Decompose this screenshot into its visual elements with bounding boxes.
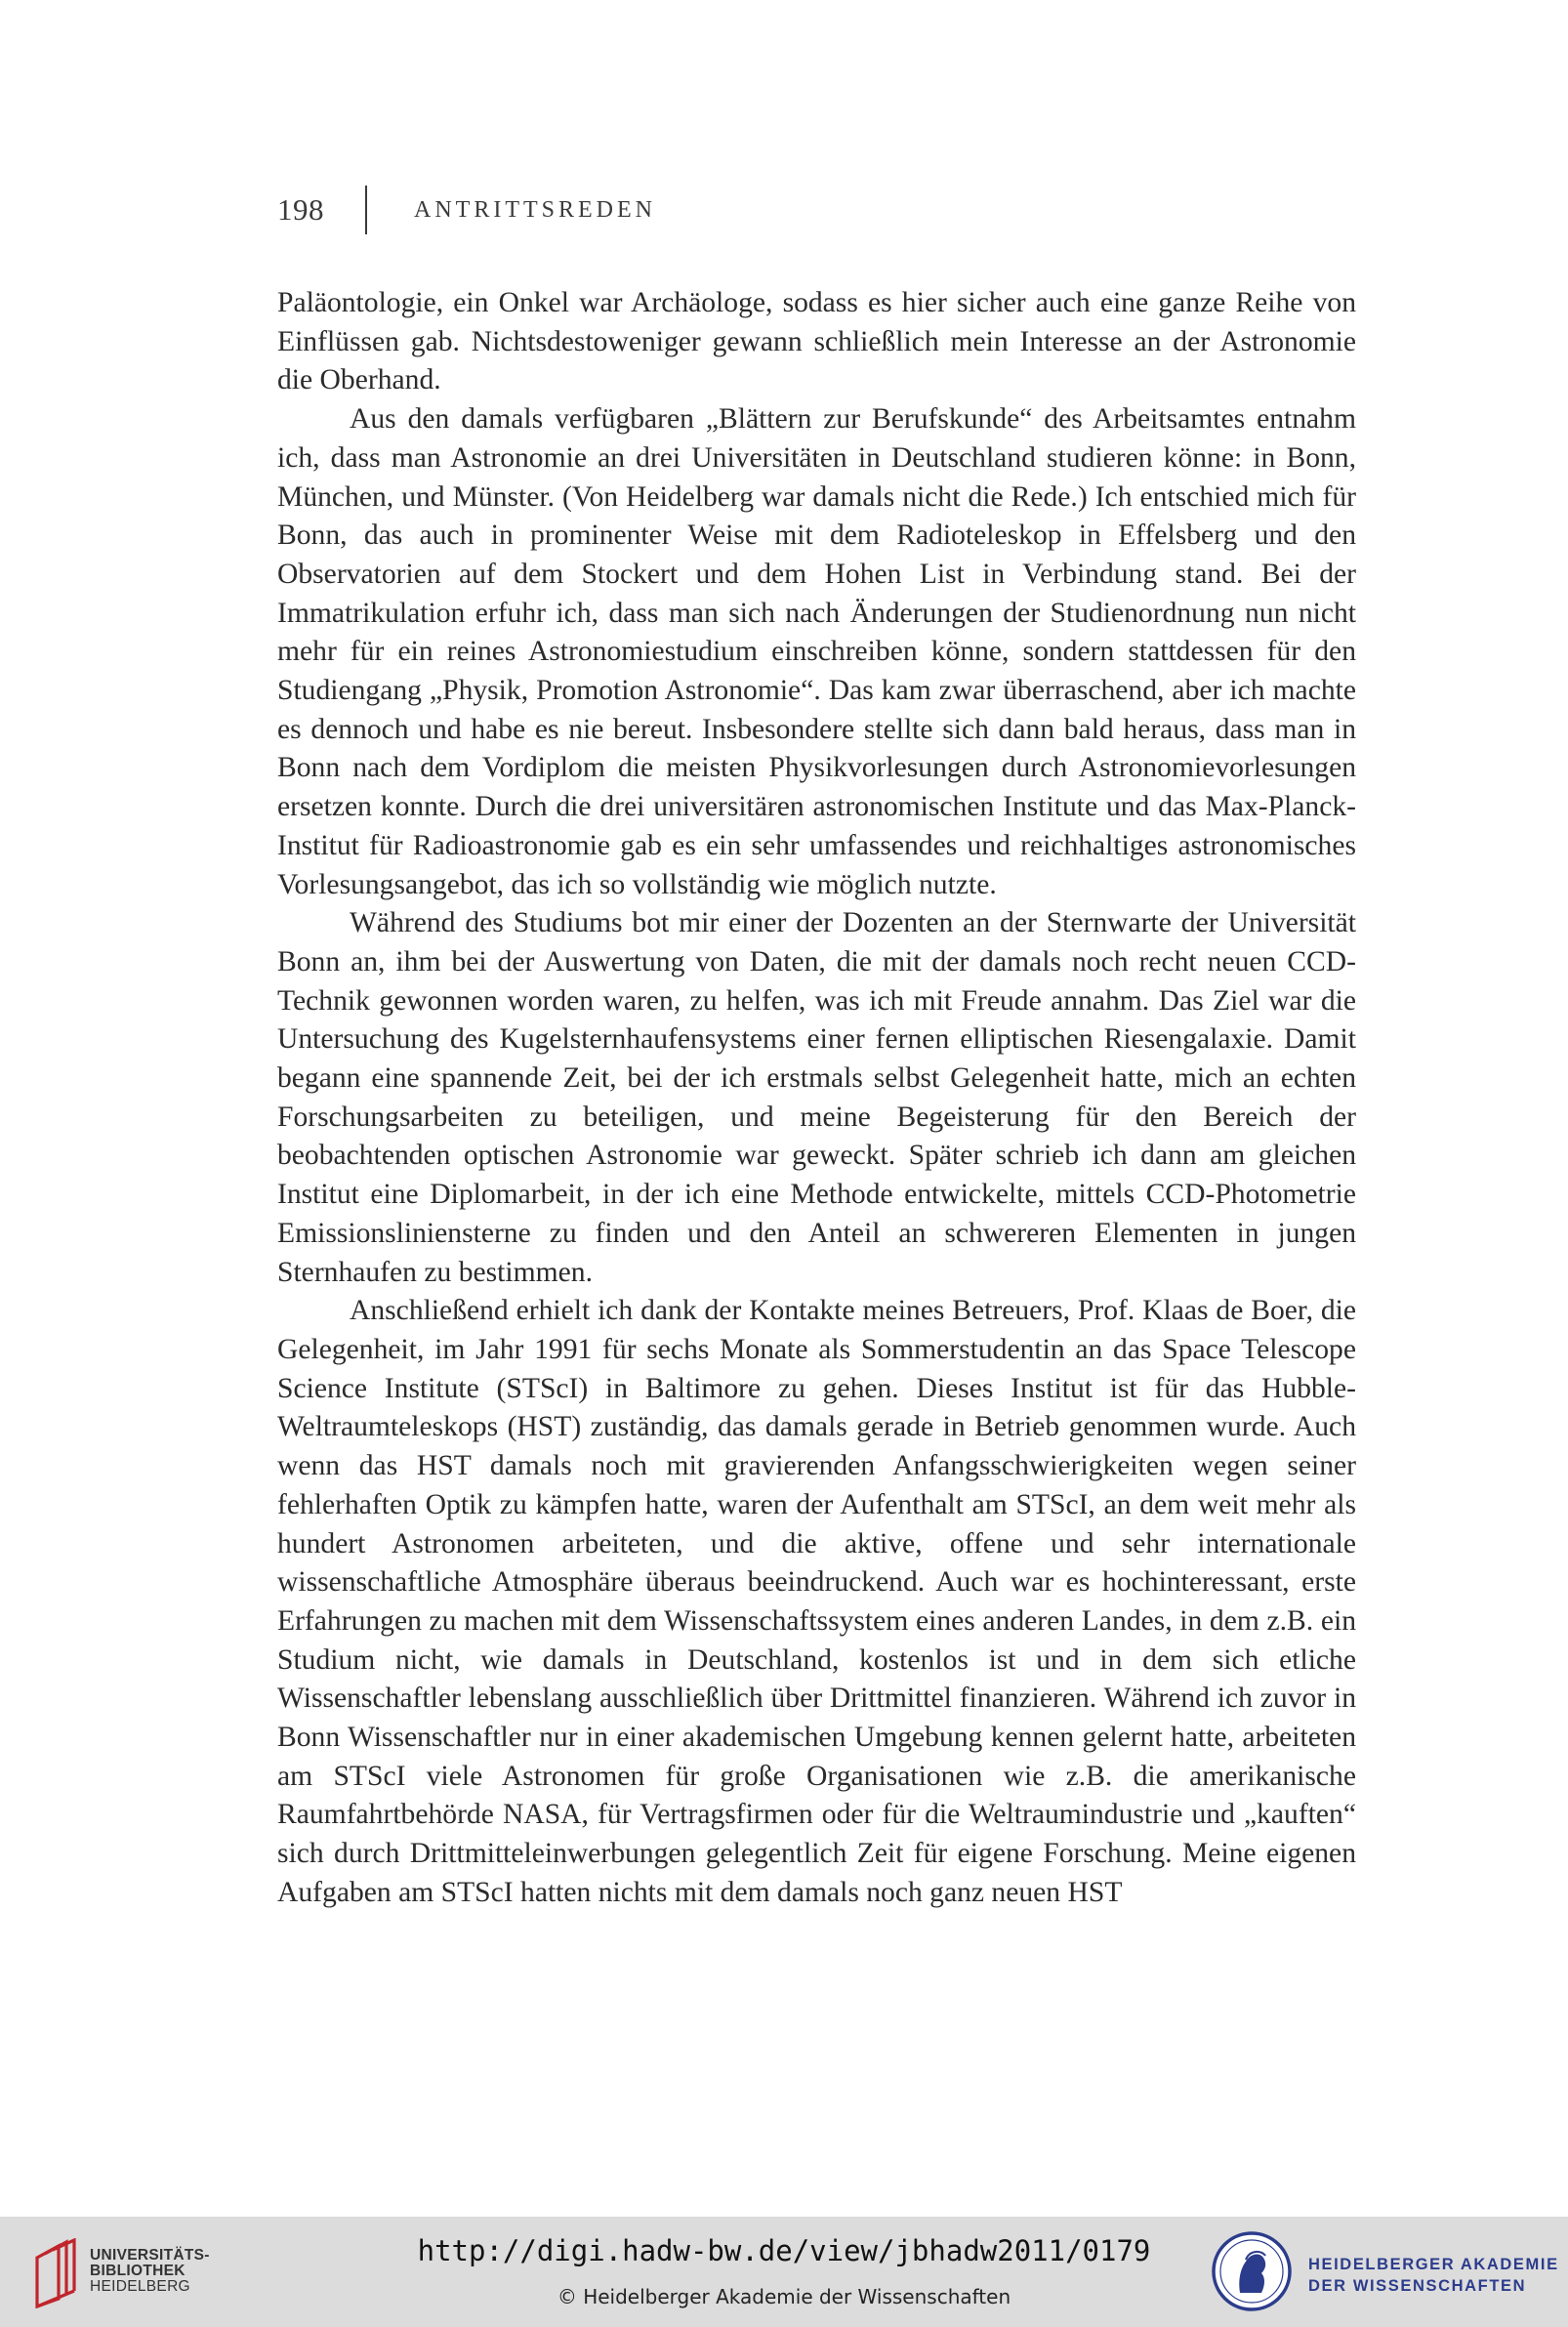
paragraph-1: Paläontologie, ein Onkel war Archäologe, sodass es hier sicher auch eine ganze Reihe von Einflüssen gab. Nichtsdestoweniger gewann schließlich mein Interesse an der Astronomie die Oberhand. xyxy=(277,287,1356,396)
university-library-name: UNIVERSITÄTS- BIBLIOTHEK HEIDELBERG xyxy=(90,2247,210,2295)
running-title: ANTRITTSREDEN xyxy=(414,196,656,223)
paragraph-3: Während des Studiums bot mir einer der Dozenten an der Sternwarte der Universität Bonn an, ihm bei der Auswertung von Daten, die mit der damals noch recht neuen CCD-Technik gewonnen worden waren, zu helfen, was ich mit Freude annahm. Das Ziel war die Untersuchung des Kugelsternhaufensystems einer fernen elliptischen Riesengalaxie. Damit begann eine spannende Zeit, bei der ich erstmals selbst Gelegenheit hatte, mich an echten Forschungsarbeiten zu beteiligen, und meine Begeisterung für den Bereich der beobachtenden optischen Astronomie war geweckt. Später schrieb ich dann am gleichen Institut eine Diplomarbeit, in der ich eine Methode entwickelte, mittels CCD-Photometrie Emissionsliniensterne zu finden und den Anteil an schwereren Elementen in jungen Sternhaufen zu bestimmen. xyxy=(277,907,1356,1288)
page-number: 198 xyxy=(277,192,324,227)
academy-name: HEIDELBERGER AKADEMIE DER WISSENSCHAFTEN xyxy=(1308,2256,1559,2295)
paragraph-2: Aus den damals verfügbaren „Blättern zur Berufskunde“ des Arbeitsamtes entnahm ich, dass man Astronomie an drei Universitäten in Deutschland studieren könne: in Bonn, München, und Münster. (Von Heidelberg war damals nicht die Rede.) Ich entschied mich für Bonn, das auch in prominenter Weise mit dem Radioteleskop in Effelsberg und den Observatorien auf dem Stockert und dem Hohen List in Verbindung stand. Bei der Immatrikulation erfuhr ich, dass man sich nach Änderungen der Studienordnung nun nicht mehr für ein reines Astronomiestudium einschreiben könne, sondern stattdessen für den Studiengang „Physik, Promotion Astronomie“. Das kam zwar überraschend, aber ich machte es dennoch und habe es nie bereut. Insbesondere stellte sich dann bald heraus, dass man in Bonn nach dem Vordiplom die meisten Physikvorlesungen durch Astronomievorlesungen ersetzen konnte. Durch die drei universitären astronomischen Institute und das Max-Planck-Institut für Radioastronomie gab es ein sehr umfassendes und reichhaltiges astronomisches Vorlesungsangebot, das ich so vollständig wie möglich nutzte. xyxy=(277,403,1356,900)
academy-seal-icon xyxy=(1211,2230,1293,2312)
paragraph-4: Anschließend erhielt ich dank der Kontakte meines Betreuers, Prof. Klaas de Boer, die Gelegenheit, im Jahr 1991 für sechs Monate als Sommerstudentin an das Space Telescope Science Institute (STScI) in Baltimore zu gehen. Dieses Institut ist für das Hubble-Weltraumteleskops (HST) zuständig, das damals gerade in Betrieb genommen wurde. Auch wenn das HST damals noch mit gravierenden Anfangsschwierigkeiten wegen seiner fehlerhaften Optik zu kämpfen hatte, waren der Aufenthalt am STScI, an dem weit mehr als hundert Astronomen arbeiteten, und die aktive, offene und sehr internationale wissenschaftliche Atmosphäre überaus beeindruckend. Auch war es hochinteressant, erste Erfahrungen zu machen mit dem Wissenschaftssystem eines anderen Landes, in dem z.B. ein Studium nicht, wie damals in Deutschland, kostenlos ist und in dem sich etliche Wissenschaftler lebenslang ausschließlich über Drittmittel finanzieren. Während ich zuvor in Bonn Wissenschaftler nur in einer akademischen Umgebung kennen gelernt hatte, arbeiteten am STScI viele Astronomen für große Organisationen wie z.B. die amerikanische Raumfahrtbehörde NASA, für Vertragsfirmen oder für die Weltraumindustrie und „kauften“ sich durch Drittmitteleinwerbungen gelegentlich Zeit für eigene Forschung. Meine eigenen Aufgaben am STScI hatten nichts mit dem damals noch ganz neuen HST xyxy=(277,1295,1356,1908)
body-text xyxy=(277,284,1356,1913)
running-head xyxy=(277,186,656,234)
copyright-notice: © Heidelberger Akademie der Wissenschaften xyxy=(557,2285,1011,2308)
source-url-link[interactable]: http://digi.hadw-bw.de/view/jbhadw2011/0179 xyxy=(417,2234,1151,2267)
footer-bar xyxy=(0,2217,1568,2327)
header-divider xyxy=(365,186,367,234)
